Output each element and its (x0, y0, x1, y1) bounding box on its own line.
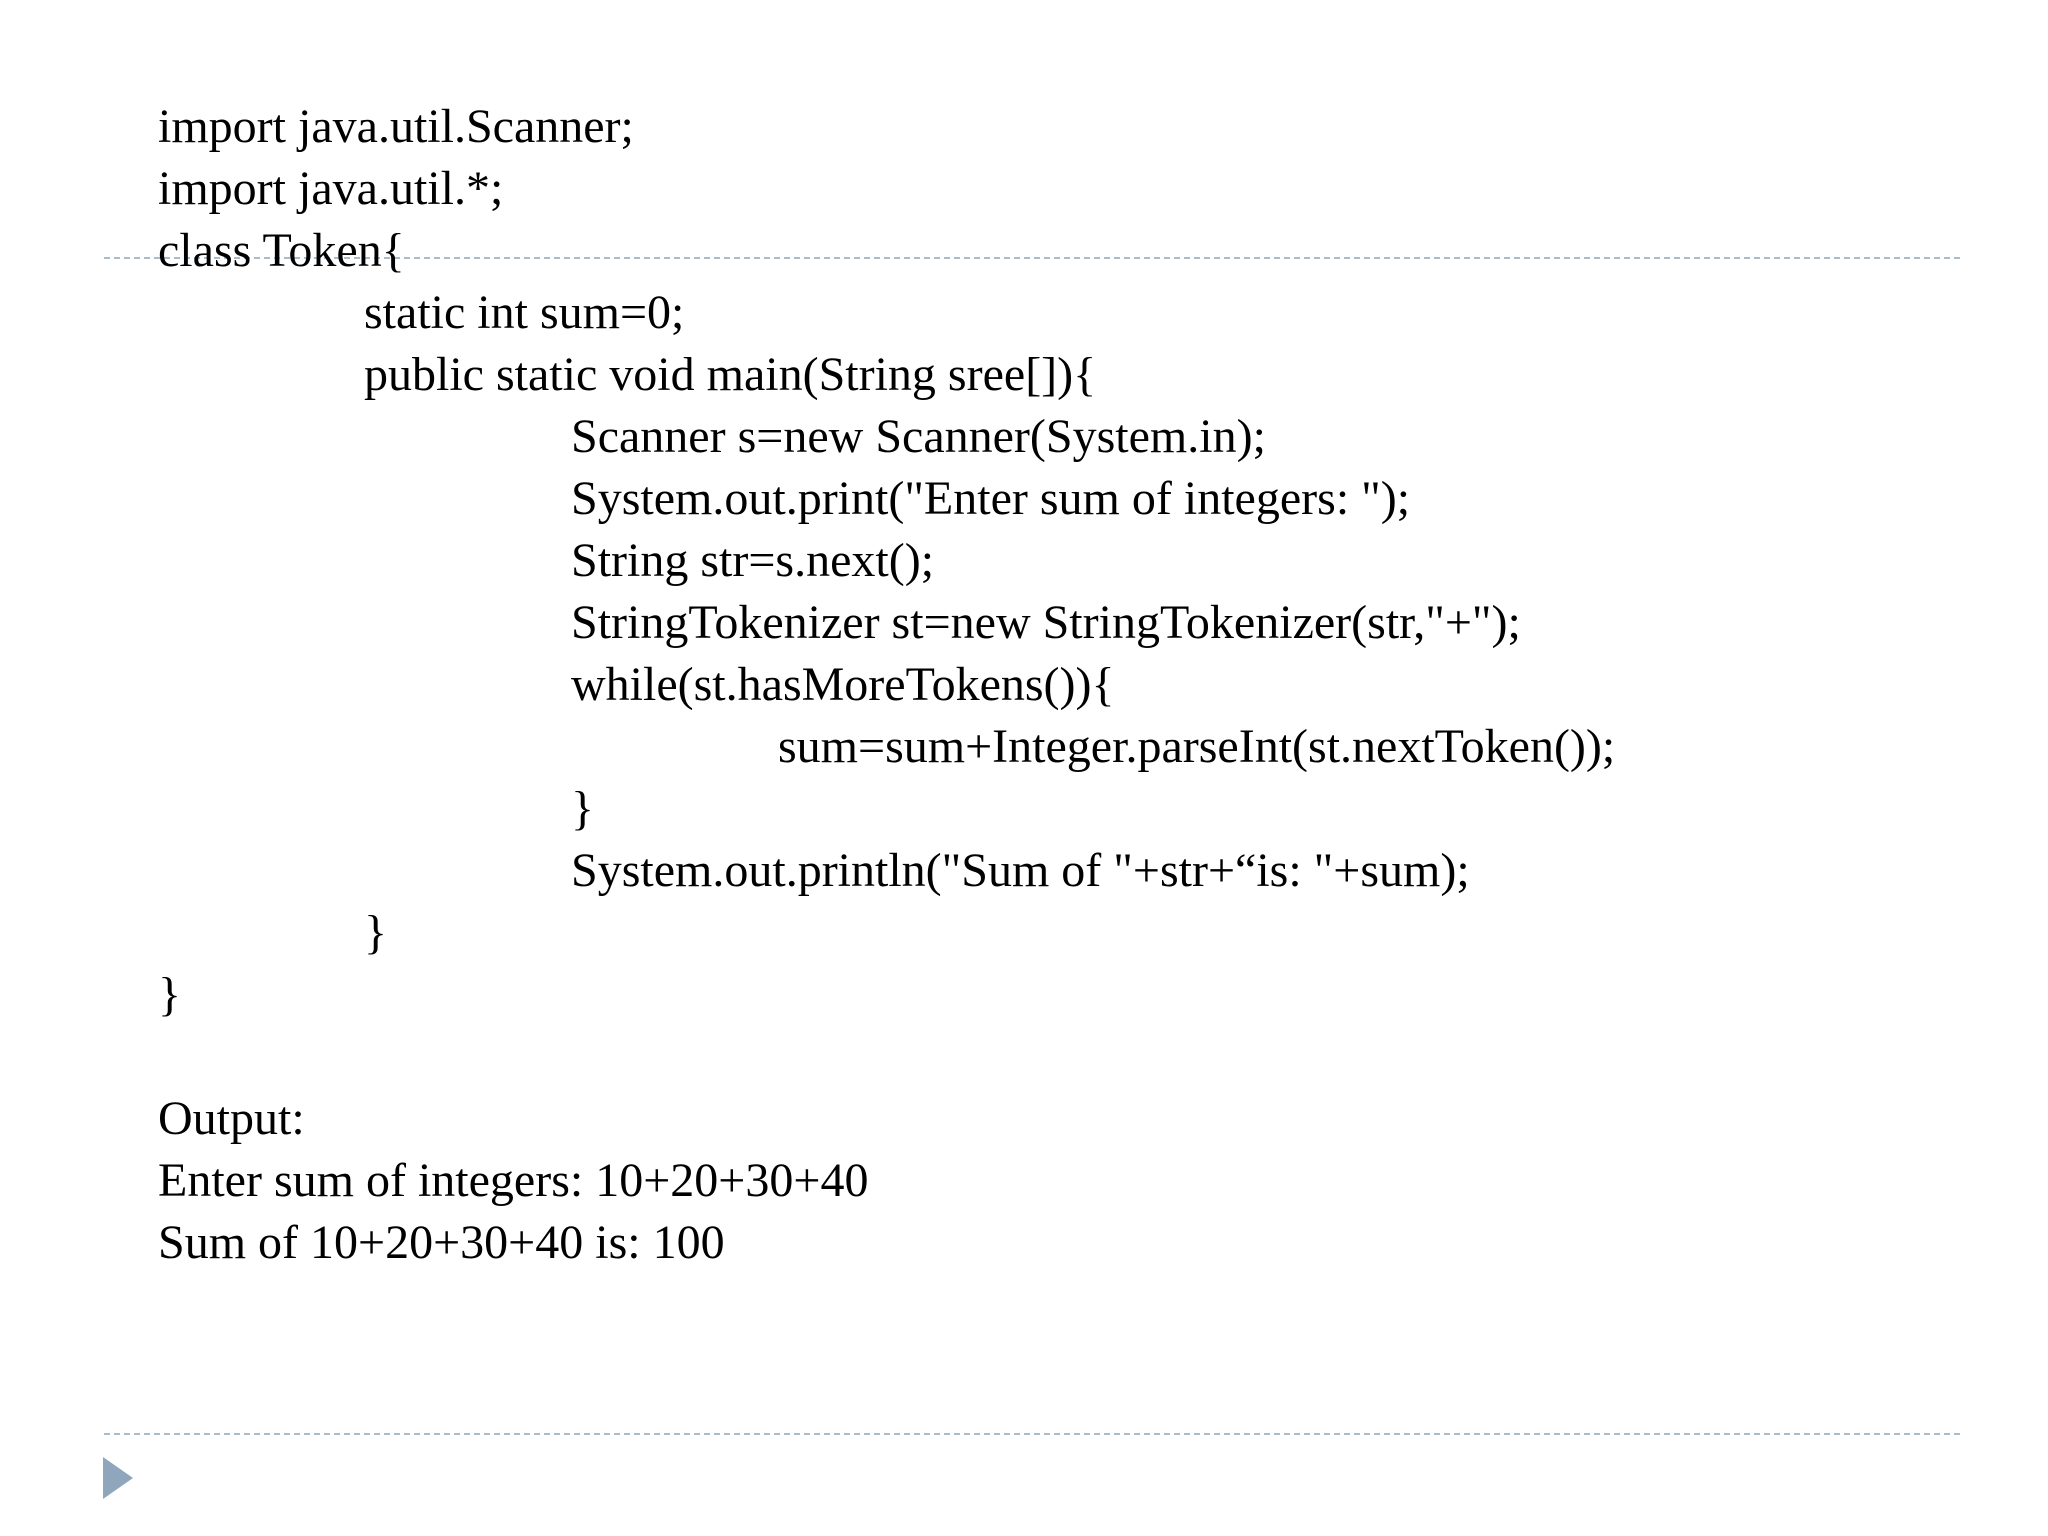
output-block (158, 1088, 1938, 1274)
code-line: import java.util.*; (158, 162, 504, 215)
code-line: Scanner s=new Scanner(System.in); (571, 410, 1266, 463)
code-line: StringTokenizer st=new StringTokenizer(str,"+"); (571, 596, 1521, 649)
code-line: while(st.hasMoreTokens()){ (571, 658, 1115, 711)
code-block (158, 96, 1938, 1026)
slide-content (158, 96, 1938, 1274)
code-line: System.out.print("Enter sum of integers: "); (571, 472, 1411, 525)
code-line: String str=s.next(); (571, 534, 935, 587)
code-line: sum=sum+Integer.parseInt(st.nextToken()); (778, 720, 1616, 773)
output-line: Sum of 10+20+30+40 is: 100 (158, 1216, 725, 1269)
code-line: System.out.println("Sum of "+str+“is: "+sum); (571, 844, 1470, 897)
code-line: } (158, 968, 182, 1021)
blank-line (158, 1026, 1938, 1088)
code-line: static int sum=0; (364, 286, 685, 339)
output-line: Enter sum of integers: 10+20+30+40 (158, 1154, 869, 1207)
code-line: import java.util.Scanner; (158, 100, 634, 153)
code-line: class Token{ (158, 224, 405, 277)
play-triangle-icon (103, 1457, 133, 1499)
code-line: } (571, 782, 595, 835)
code-line: } (364, 906, 388, 959)
code-line: public static void main(String sree[]){ (364, 348, 1097, 401)
output-heading: Output: (158, 1092, 305, 1145)
bottom-dashed-divider (104, 1433, 1960, 1435)
